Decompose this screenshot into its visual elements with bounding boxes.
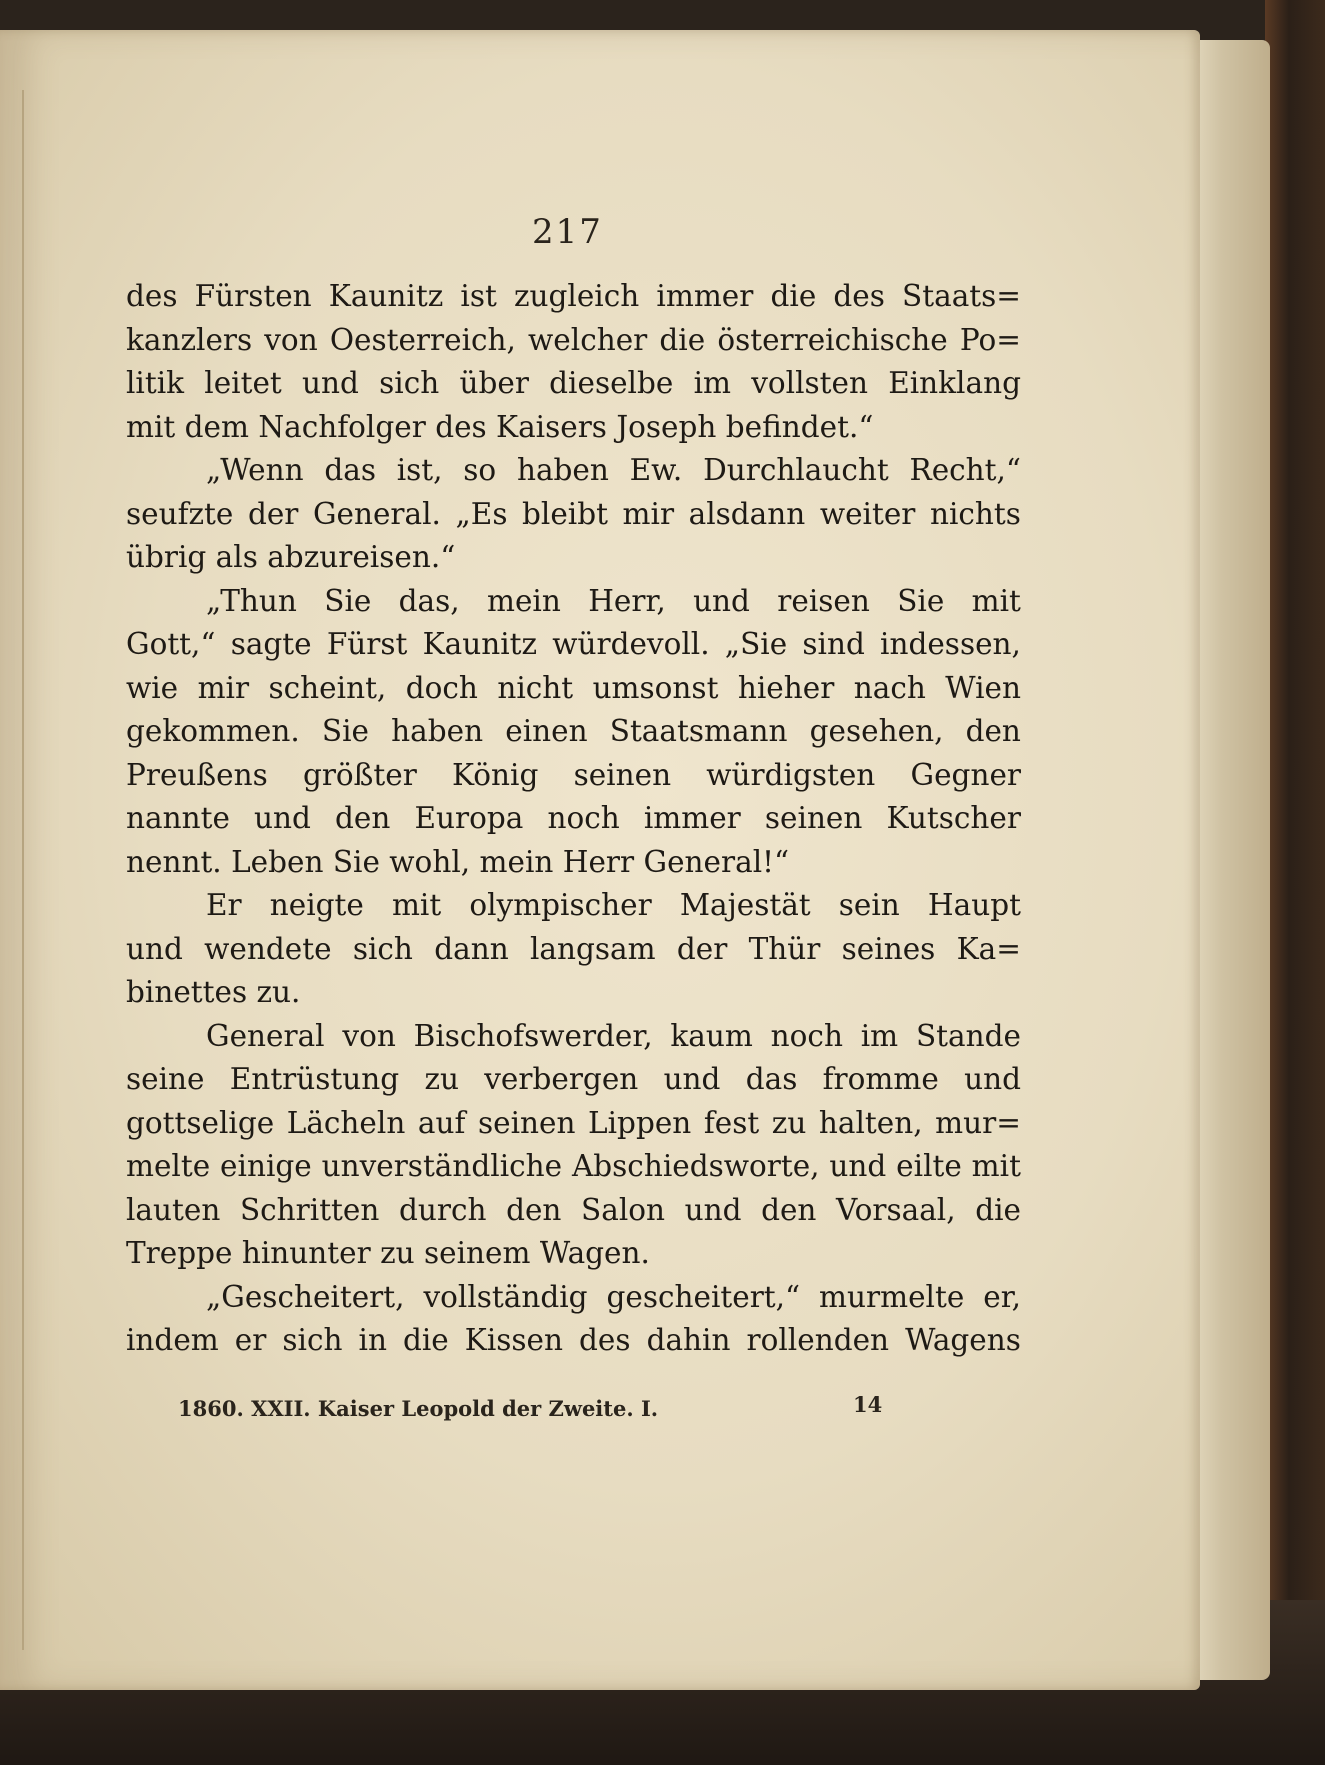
word: sein	[838, 888, 900, 922]
word: den	[965, 714, 1021, 748]
word: und	[964, 1062, 1021, 1096]
word: die	[402, 1323, 449, 1357]
word: kaum	[670, 1018, 753, 1053]
word: ist,	[396, 453, 443, 487]
word: gesehen,	[809, 714, 944, 748]
word: Thür	[748, 931, 821, 966]
word: gescheitert,“	[606, 1279, 801, 1314]
text-line	[126, 754, 1021, 798]
word: haben	[391, 714, 484, 748]
text-line	[126, 493, 1021, 537]
text-line	[126, 884, 1021, 928]
word: Abschiedsworte,	[571, 1149, 820, 1183]
word: auf	[417, 1105, 466, 1140]
word: umsonst	[592, 670, 719, 705]
word: leitet	[204, 366, 282, 400]
text-line	[126, 1145, 1021, 1189]
word: Stande	[915, 1018, 1021, 1053]
word: scheint,	[268, 670, 387, 705]
text-line	[126, 449, 1021, 493]
word: Wien	[945, 670, 1021, 705]
word: Oesterreich,	[329, 322, 516, 357]
word: indessen,	[880, 627, 1021, 661]
word: Bischofswerder,	[413, 1018, 653, 1053]
word: Ew.	[629, 453, 683, 487]
word: österreichische	[717, 322, 948, 357]
word: mit	[391, 888, 442, 922]
word: und	[663, 1062, 721, 1096]
word: mir	[622, 496, 675, 531]
word: General.	[312, 496, 441, 531]
word: seinen	[764, 801, 863, 835]
signature-mark: 14	[853, 1392, 883, 1417]
word: das	[745, 1062, 798, 1096]
word: Fürsten	[194, 279, 312, 313]
word: rollenden	[746, 1323, 890, 1357]
word: im	[693, 366, 731, 400]
text-line	[126, 1276, 1021, 1320]
word: den	[761, 1192, 817, 1227]
text-line	[126, 1319, 1021, 1363]
word: mein	[487, 583, 561, 618]
word: Herr,	[588, 583, 666, 618]
text-line	[126, 928, 1021, 972]
word: zu	[424, 1062, 459, 1096]
word: die	[770, 279, 817, 313]
word: das	[324, 453, 376, 487]
text-line	[126, 362, 1021, 406]
word: und	[693, 583, 750, 618]
word: im	[860, 1018, 899, 1053]
word: von	[264, 322, 318, 357]
word: sagte	[230, 627, 312, 661]
text-line	[126, 275, 1021, 319]
word: murmelte	[819, 1279, 965, 1314]
text-line	[126, 1058, 1021, 1102]
word: hieher	[737, 670, 835, 705]
word: sind	[802, 627, 865, 661]
word: mit	[971, 583, 1021, 618]
word: Staatsmann	[609, 714, 788, 748]
word: fromme	[822, 1062, 939, 1096]
text-line: übrig als abzureisen.“	[126, 540, 456, 574]
word: Po=	[959, 322, 1021, 357]
word: Entrüstung	[229, 1062, 400, 1096]
word: mit	[971, 1149, 1021, 1183]
word: größter	[302, 757, 417, 792]
text-line	[126, 797, 1021, 841]
word: König	[452, 757, 539, 792]
word: gottselige	[126, 1105, 275, 1140]
word: Europa	[414, 801, 524, 835]
word: Wagens	[905, 1323, 1021, 1357]
word: indem	[126, 1323, 219, 1357]
word: dahin	[646, 1323, 731, 1357]
word: neigte	[269, 888, 364, 922]
word: Sie	[324, 583, 372, 618]
text-line	[126, 623, 1021, 667]
word: so	[463, 453, 497, 487]
word: unverständliche	[321, 1149, 563, 1183]
word: über	[459, 366, 529, 400]
word: und	[829, 1149, 887, 1183]
word: olympischer	[469, 888, 652, 922]
page-gutter	[22, 90, 24, 1650]
word: weiter	[819, 496, 916, 531]
word: „Es	[455, 496, 508, 531]
word: Recht,“	[909, 453, 1021, 487]
word: sich	[379, 366, 440, 400]
word: seinen	[573, 757, 672, 792]
word: halten,	[818, 1105, 923, 1140]
text-line	[126, 1015, 1021, 1059]
word: doch	[405, 670, 478, 705]
word: und	[254, 801, 311, 835]
word: vollständig	[423, 1279, 588, 1314]
word: Haupt	[927, 888, 1021, 922]
word: fest	[703, 1105, 760, 1140]
word: in	[358, 1323, 387, 1357]
word: Preußens	[126, 757, 268, 792]
word: Einklang	[888, 366, 1021, 400]
text-line	[126, 319, 1021, 363]
text-line	[126, 710, 1021, 754]
word: würdigsten	[706, 757, 876, 792]
word: nach	[853, 670, 926, 705]
word: mir	[197, 670, 250, 705]
word: sich	[282, 1323, 343, 1357]
word: „Wenn	[206, 453, 304, 487]
word: alsdann	[688, 496, 806, 531]
word: Lippen	[588, 1105, 692, 1140]
word: bleibt	[522, 496, 608, 531]
book-cover-edge	[1265, 0, 1325, 1765]
word: immer	[656, 279, 754, 313]
word: die	[659, 322, 706, 357]
word: von	[342, 1018, 396, 1053]
word: General	[206, 1018, 325, 1053]
word: würdevoll.	[552, 627, 710, 661]
word: das,	[398, 583, 460, 618]
word: und	[126, 931, 183, 966]
word: nicht	[497, 670, 574, 705]
body-text	[126, 275, 1021, 1363]
text-line: Treppe hinunter zu seinem Wagen.	[126, 1236, 650, 1270]
word: Kutscher	[886, 801, 1021, 835]
word: langsam	[529, 931, 656, 966]
word: Ka=	[956, 931, 1021, 966]
word: nannte	[126, 801, 230, 835]
word: Durchlaucht	[703, 453, 889, 487]
word: des	[126, 279, 178, 313]
word: ist	[460, 279, 497, 313]
word: Kissen	[464, 1323, 564, 1357]
word: Vorsaal,	[836, 1192, 956, 1227]
word: den	[335, 801, 391, 835]
word: Schritten	[239, 1192, 380, 1227]
text-line	[126, 667, 1021, 711]
word: einen	[505, 714, 588, 748]
word: des	[579, 1323, 631, 1357]
word: immer	[643, 801, 741, 835]
word: litik	[126, 366, 185, 400]
text-line: binettes zu.	[126, 975, 301, 1009]
word: Gott,“	[126, 627, 216, 661]
word: „Thun	[206, 583, 297, 618]
word: Majestät	[679, 888, 811, 922]
page-number: 217	[532, 212, 603, 252]
word: Sie	[321, 714, 370, 748]
word: lauten	[126, 1192, 221, 1227]
word: seine	[126, 1062, 205, 1096]
word: Sie	[897, 583, 945, 618]
word: eilte	[896, 1149, 962, 1183]
word: zu	[771, 1105, 807, 1140]
word: seufzte	[126, 496, 234, 531]
word: „Gescheitert,	[206, 1279, 405, 1314]
word: er	[234, 1323, 267, 1357]
word: „Sie	[724, 627, 788, 661]
word: haben	[516, 453, 609, 487]
word: und	[302, 366, 359, 400]
word: zugleich	[513, 279, 640, 313]
word: durch	[398, 1192, 487, 1227]
word: Fürst	[326, 627, 408, 661]
word: gekommen.	[126, 714, 300, 748]
text-line: mit dem Nachfolger des Kaisers Joseph befindet.“	[126, 409, 874, 444]
word: der	[676, 931, 728, 966]
text-line	[126, 1102, 1021, 1146]
word: seines	[841, 931, 936, 966]
word: Er	[206, 888, 242, 922]
word: einige	[220, 1149, 312, 1183]
text-line: nennt. Leben Sie wohl, mein Herr General!“	[126, 844, 790, 879]
word: des	[833, 279, 885, 313]
word: Kaunitz	[422, 627, 538, 661]
word: wie	[126, 670, 179, 705]
word: vollsten	[751, 366, 868, 400]
text-line	[126, 1189, 1021, 1233]
word: den	[506, 1192, 562, 1227]
word: und	[684, 1192, 742, 1227]
word: die	[975, 1192, 1021, 1227]
word: Lächeln	[286, 1105, 406, 1140]
word: reisen	[777, 583, 870, 618]
word: nichts	[929, 496, 1021, 531]
word: melte	[126, 1149, 211, 1183]
word: Kaunitz	[328, 279, 444, 313]
word: Salon	[581, 1192, 666, 1227]
word: der	[247, 496, 299, 531]
footer-imprint: 1860. XXII. Kaiser Leopold der Zweite. I.	[178, 1396, 659, 1421]
word: kanzlers	[126, 322, 253, 357]
word: verbergen	[484, 1062, 639, 1096]
word: noch	[547, 801, 620, 835]
word: sich	[352, 931, 413, 966]
text-line	[126, 580, 1021, 624]
word: wendete	[204, 931, 332, 966]
word: Staats=	[902, 279, 1021, 313]
word: noch	[770, 1018, 843, 1053]
word: seinen	[477, 1105, 576, 1140]
word: mur=	[935, 1105, 1021, 1140]
word: er,	[983, 1279, 1021, 1314]
word: Gegner	[910, 757, 1021, 792]
word: welcher	[528, 322, 648, 357]
word: dann	[434, 931, 509, 966]
word: dieselbe	[549, 366, 674, 400]
